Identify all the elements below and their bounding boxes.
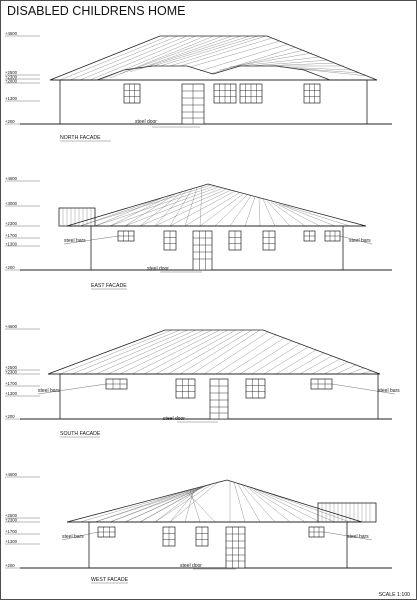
svg-text:steel door: steel door — [180, 563, 202, 569]
window — [311, 379, 332, 389]
scale-label: SCALE 1:100 — [378, 592, 410, 598]
svg-text:steel bars: steel bars — [62, 534, 84, 540]
svg-text:+200: +200 — [5, 265, 15, 270]
steel-door — [210, 379, 228, 419]
svg-text:+2300: +2300 — [5, 369, 18, 375]
svg-text:+2000: +2000 — [5, 78, 18, 84]
window — [304, 231, 315, 241]
steel-door — [182, 84, 204, 124]
svg-text:+2300: +2300 — [5, 221, 18, 226]
svg-text:+4600: +4600 — [5, 324, 18, 329]
svg-text:+4600: +4600 — [5, 31, 18, 36]
svg-text:+1300: +1300 — [5, 96, 18, 101]
svg-text:+1300: +1300 — [5, 241, 18, 247]
window — [325, 231, 340, 241]
drawing-title: DISABLED CHILDRENS HOME — [7, 4, 186, 18]
window — [98, 527, 115, 537]
svg-text:steel door: steel door — [147, 266, 169, 272]
facade-caption: WEST FACADE — [91, 577, 129, 583]
svg-text:+2500: +2500 — [5, 365, 18, 370]
svg-text:steel door: steel door — [135, 119, 157, 125]
facade-caption: SOUTH FACADE — [60, 431, 101, 437]
svg-text:+3000: +3000 — [5, 201, 18, 206]
svg-text:+200: +200 — [5, 563, 15, 568]
window — [309, 527, 324, 537]
svg-text:+200: +200 — [5, 119, 15, 124]
facade-caption: EAST FACADE — [91, 283, 127, 289]
window — [164, 231, 176, 250]
window — [214, 84, 236, 103]
window — [176, 379, 195, 398]
svg-text:+1700: +1700 — [5, 233, 18, 238]
svg-text:+2300: +2300 — [5, 517, 18, 523]
svg-text:+200: +200 — [5, 414, 15, 419]
window — [229, 231, 241, 250]
svg-text:+4600: +4600 — [5, 472, 18, 477]
svg-text:+1300: +1300 — [5, 539, 18, 544]
window — [304, 84, 320, 103]
svg-text:+2500: +2500 — [5, 513, 18, 518]
window — [124, 84, 140, 103]
svg-text:steel bars: steel bars — [347, 534, 369, 540]
window — [263, 231, 275, 250]
window — [240, 84, 262, 103]
window — [163, 527, 175, 546]
svg-text:steel bars: steel bars — [349, 238, 371, 244]
svg-text:steel bars: steel bars — [38, 388, 60, 394]
svg-text:+1300: +1300 — [5, 391, 18, 396]
svg-text:steel door: steel door — [163, 416, 185, 422]
svg-text:steel bars: steel bars — [378, 388, 400, 394]
window — [106, 379, 127, 389]
steel-door — [226, 527, 245, 568]
window — [118, 231, 134, 241]
svg-text:steel bars: steel bars — [64, 238, 86, 244]
window — [196, 527, 208, 546]
svg-text:+1700: +1700 — [5, 529, 18, 534]
window — [246, 379, 265, 398]
svg-text:+2500: +2500 — [5, 70, 18, 75]
svg-text:+4600: +4600 — [5, 176, 18, 181]
svg-text:+1700: +1700 — [5, 381, 18, 386]
steel-door — [193, 231, 212, 270]
svg-text:+2300: +2300 — [5, 74, 18, 80]
facade-caption: NORTH FACADE — [60, 135, 101, 141]
